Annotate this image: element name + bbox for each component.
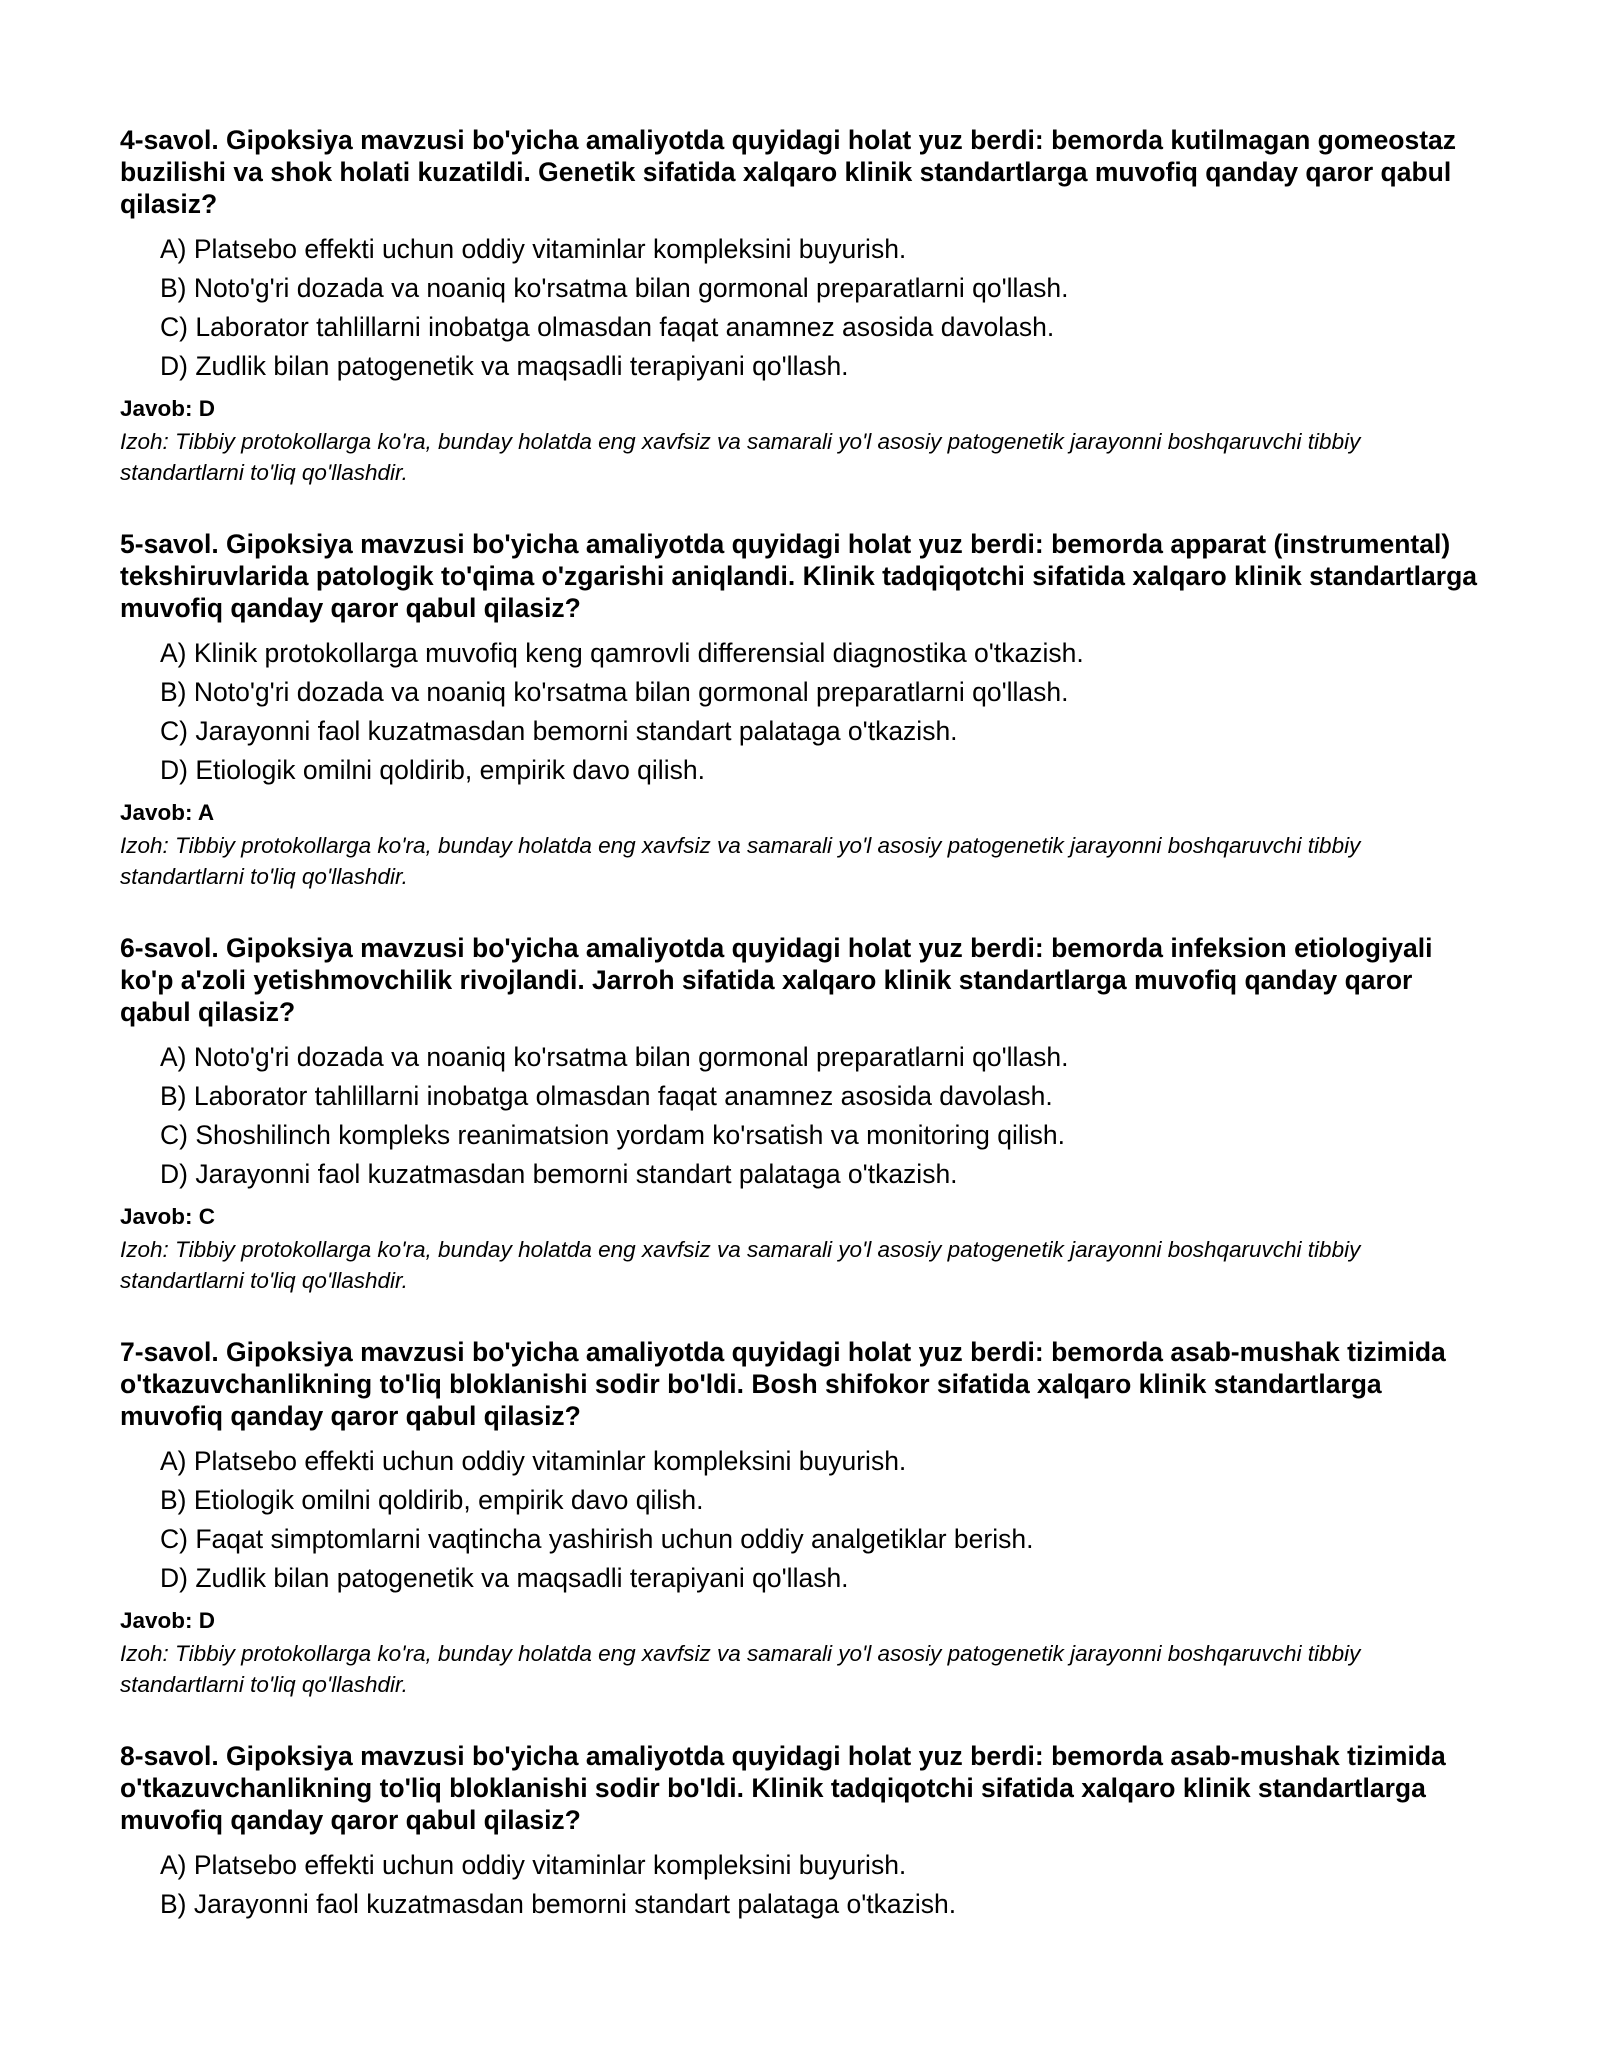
option-d: D) Zudlik bilan patogenetik va maqsadli terapiyani qo'llash.	[160, 1563, 849, 1593]
option-c: C) Laborator tahlillarni inobatga olmasdan faqat anamnez asosida davolash.	[160, 312, 1055, 342]
question-8	[120, 1740, 1480, 1924]
question-title: 8-savol. Gipoksiya mavzusi bo'yicha amaliyotda quyidagi holat yuz berdi: bemorda asab-mushak tizimida o'tkazuvchanlikning to'liq bloklanishi sodir bo'ldi. Klinik tadqiqotchi sifatida xalqaro klinik standartlarga muvofiq qanday qaror qabul qilasiz?	[120, 1741, 1446, 1835]
question-title: 7-savol. Gipoksiya mavzusi bo'yicha amaliyotda quyidagi holat yuz berdi: bemorda asab-mushak tizimida o'tkazuvchanlikning to'liq bloklanishi sodir bo'ldi. Bosh shifokor sifatida xalqaro klinik standartlarga muvofiq qanday qaror qabul qilasiz?	[120, 1337, 1446, 1431]
question-7	[120, 1336, 1480, 1700]
answer-label: Javob: D	[120, 1608, 216, 1633]
option-list	[120, 1038, 1480, 1194]
question-title: 4-savol. Gipoksiya mavzusi bo'yicha amaliyotda quyidagi holat yuz berdi: bemorda kutilmagan gomeostaz buzilishi va shok holati kuzatildi. Genetik sifatida xalqaro klinik standartlarga muvofiq qanday qaror qabul qilasiz?	[120, 125, 1457, 219]
option-a: A) Platsebo effekti uchun oddiy vitaminlar kompleksini buyurish.	[160, 1446, 907, 1476]
explanation-note: Izoh: Tibbiy protokollarga ko'ra, bunday holatda eng xavfsiz va samarali yo'l asosiy patogenetik jarayonni boshqaruvchi tibbiy standartlarni to'liq qo'llashdir.	[120, 1237, 1361, 1293]
option-a: A) Noto'g'ri dozada va noaniq ko'rsatma bilan gormonal preparatlarni qo'llash.	[160, 1042, 1069, 1072]
question-5	[120, 528, 1480, 892]
explanation-note: Izoh: Tibbiy protokollarga ko'ra, bunday holatda eng xavfsiz va samarali yo'l asosiy patogenetik jarayonni boshqaruvchi tibbiy standartlarni to'liq qo'llashdir.	[120, 429, 1361, 485]
option-b: B) Noto'g'ri dozada va noaniq ko'rsatma bilan gormonal preparatlarni qo'llash.	[160, 273, 1069, 303]
option-b: B) Jarayonni faol kuzatmasdan bemorni standart palataga o'tkazish.	[160, 1889, 957, 1919]
option-a: A) Platsebo effekti uchun oddiy vitaminlar kompleksini buyurish.	[160, 234, 907, 264]
option-b: B) Etiologik omilni qoldirib, empirik davo qilish.	[160, 1485, 704, 1515]
explanation-note: Izoh: Tibbiy protokollarga ko'ra, bunday holatda eng xavfsiz va samarali yo'l asosiy patogenetik jarayonni boshqaruvchi tibbiy standartlarni to'liq qo'llashdir.	[120, 833, 1361, 889]
option-a: A) Platsebo effekti uchun oddiy vitaminlar kompleksini buyurish.	[160, 1850, 907, 1880]
answer-label: Javob: A	[120, 800, 215, 825]
option-d: D) Zudlik bilan patogenetik va maqsadli terapiyani qo'llash.	[160, 351, 849, 381]
document-page	[120, 124, 1480, 1964]
question-title: 5-savol. Gipoksiya mavzusi bo'yicha amaliyotda quyidagi holat yuz berdi: bemorda apparat (instrumental) tekshiruvlarida patologik to'qima o'zgarishi aniqlandi. Klinik tadqiqotchi sifatida xalqaro klinik standartlarga muvofiq qanday qaror qabul qilasiz?	[120, 529, 1478, 623]
option-c: C) Shoshilinch kompleks reanimatsion yordam ko'rsatish va monitoring qilish.	[160, 1120, 1065, 1150]
question-6	[120, 932, 1480, 1296]
option-d: D) Etiologik omilni qoldirib, empirik davo qilish.	[160, 755, 705, 785]
question-4	[120, 124, 1480, 488]
explanation-note: Izoh: Tibbiy protokollarga ko'ra, bunday holatda eng xavfsiz va samarali yo'l asosiy patogenetik jarayonni boshqaruvchi tibbiy standartlarni to'liq qo'llashdir.	[120, 1641, 1361, 1697]
answer-label: Javob: D	[120, 396, 216, 421]
option-list	[120, 1442, 1480, 1598]
option-d: D) Jarayonni faol kuzatmasdan bemorni standart palataga o'tkazish.	[160, 1159, 958, 1189]
option-list	[120, 1846, 1480, 1924]
option-list	[120, 230, 1480, 386]
question-title: 6-savol. Gipoksiya mavzusi bo'yicha amaliyotda quyidagi holat yuz berdi: bemorda infeksion etiologiyali ko'p a'zoli yetishmovchilik rivojlandi. Jarroh sifatida xalqaro klinik standartlarga muvofiq qanday qaror qabul qilasiz?	[120, 933, 1433, 1027]
option-list	[120, 634, 1480, 790]
option-c: C) Faqat simptomlarni vaqtincha yashirish uchun oddiy analgetiklar berish.	[160, 1524, 1034, 1554]
option-b: B) Laborator tahlillarni inobatga olmasdan faqat anamnez asosida davolash.	[160, 1081, 1053, 1111]
option-a: A) Klinik protokollarga muvofiq keng qamrovli differensial diagnostika o'tkazish.	[160, 638, 1084, 668]
option-b: B) Noto'g'ri dozada va noaniq ko'rsatma bilan gormonal preparatlarni qo'llash.	[160, 677, 1069, 707]
option-c: C) Jarayonni faol kuzatmasdan bemorni standart palataga o'tkazish.	[160, 716, 958, 746]
answer-label: Javob: C	[120, 1204, 216, 1229]
